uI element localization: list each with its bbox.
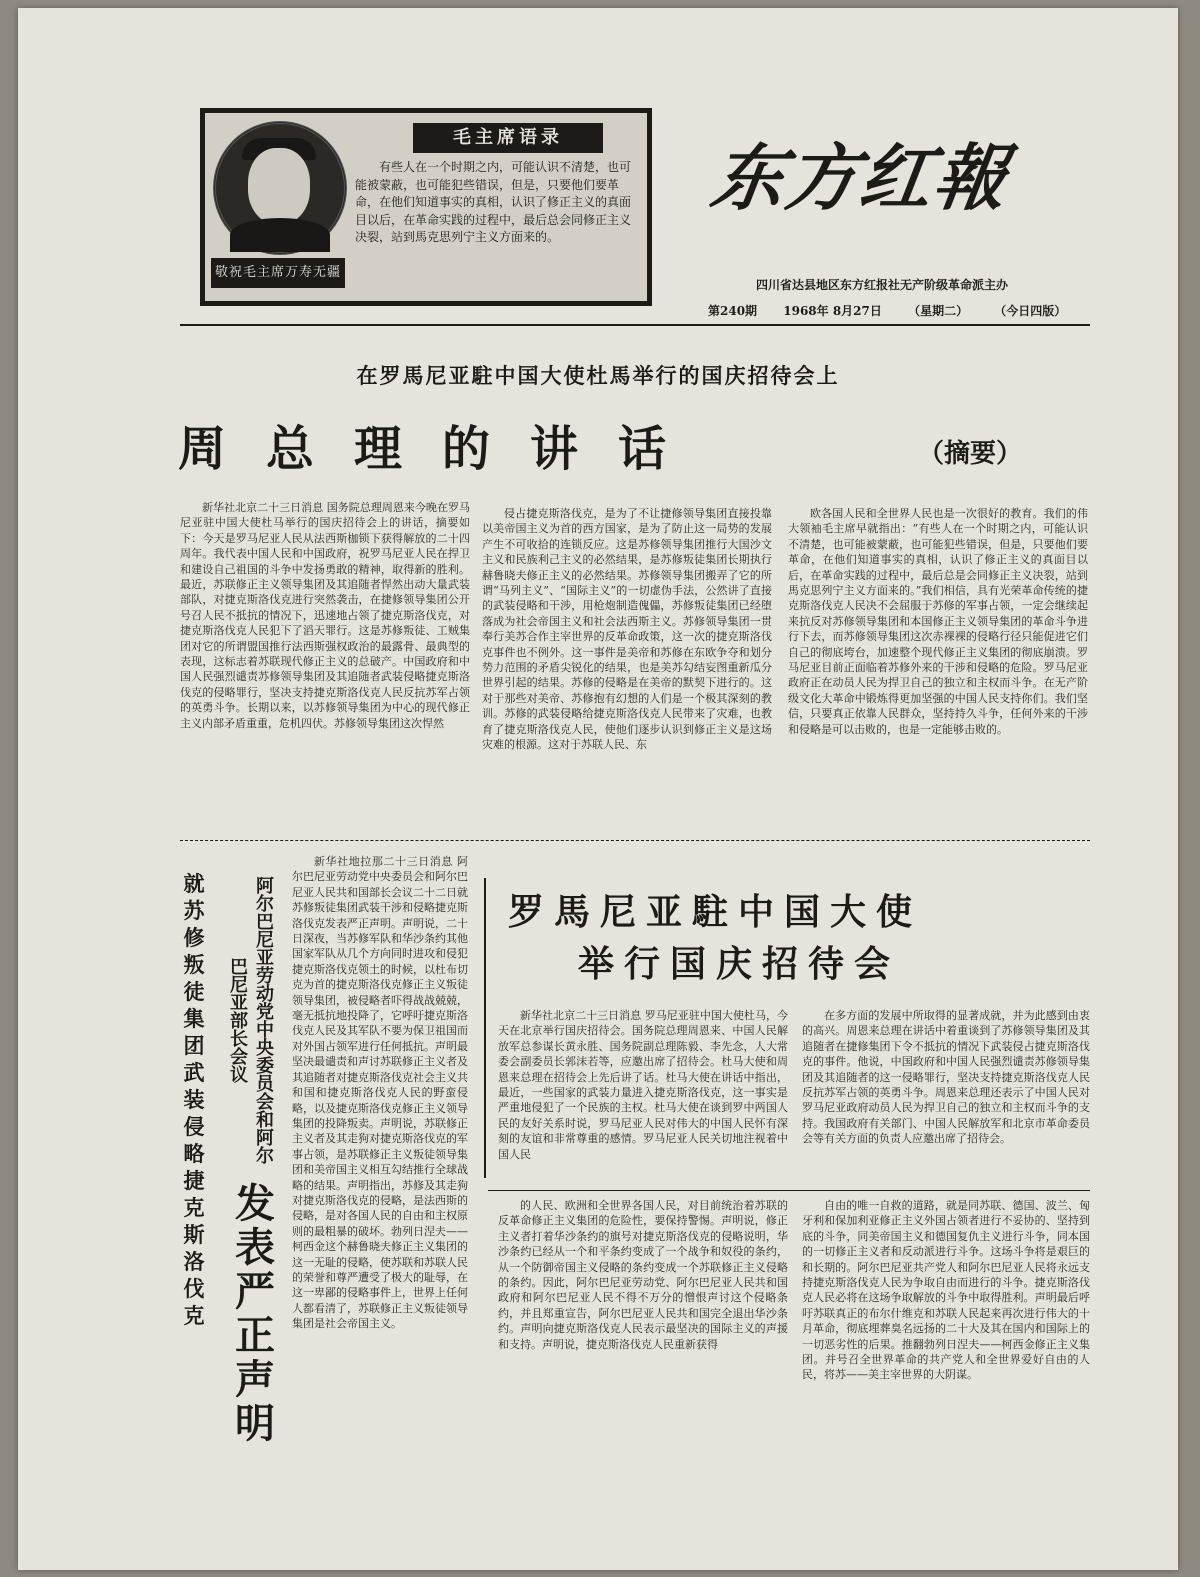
quotation-box [200,108,652,306]
article1-headline-suffix: （摘要） [918,439,1023,469]
issue-date: 1968年 8月27日 [783,304,882,318]
issue-pages: （今日四版） [994,304,1067,318]
article2-vertical-kicker-2: 阿尔巴尼亚劳动党中央委员会和阿尔巴尼亚部长会议 [227,876,274,1164]
article2-body: 新华社地拉那二十三日消息 阿尔巴尼亚劳动党中央委员会和阿尔巴尼亚人民共和国部长会议二十二日就苏修叛徒集团武装干涉和侵略捷克斯洛伐克发表严正声明。声明说，二十日深夜，当苏修军队和华沙条约其他国家军队从几个方向同时进攻和侵犯捷克斯洛伐克领土的时候，以杜布切克为首的捷克斯洛伐克修正主义叛徒领导集团，被侵略者吓得战战兢兢，毫无抵抗地投降了，它呼吁捷克斯洛伐克人民及其军队不要为保卫祖国而对外国占领军进行任何抵抗。声明最坚决最谴责和声讨苏联修正主义者及其追随者对捷克斯洛伐克社会主义共和国和捷克斯洛伐克人民的野蛮侵略，以及捷克斯洛伐克修正主义领导集团的投降叛卖。声明说，苏联修正主义者及其走狗对捷克斯洛伐克的军事占领，是苏联修正主义叛徒领导集团和美帝国主义相互勾结推行全球战略的结果。声明指出，苏修及其走狗对捷克斯洛伐克的侵略，是法西斯的侵略，是对各国人民的自由和主权原则的最粗暴的破坏。勃列日涅夫——柯西金这个赫鲁晓夫修正主义集团的这一无耻的侵略，使苏联和苏联人民的荣誉和尊严遭受了极大的耻辱，在这一卑鄙的侵略事件上，世界上任何人都看清了，苏联修正主义叛徒领导集团是社会帝国主义。 [292,855,468,1331]
portrait-caption: 敬祝毛主席万寿无疆 [211,258,345,288]
article2-column-2 [498,1198,788,1504]
article1-kicker: 在罗馬尼亚駐中国大使杜馬举行的国庆招待会上 [356,363,840,388]
article3-col2-text: 在多方面的发展中所取得的显著成就，并为此感到由衷的高兴。周恩来总理在讲话中着重谈到了苏修领导集团及其追随者在捷修集团下令不抵抗的情况下武装侵占捷克斯洛伐克的事件。他说，中国政府和中国人民强烈谴责苏修领导集团及其追随者的这一侵略罪行，坚决支持捷克斯洛伐克人民反抗苏军占领的英勇斗争。周恩来总理还表示了中国人民对罗马尼亚政府动员人民为捍卫自己的独立和主权而斗争的支持。我国政府有关部门、中国人民解放军和北京市革命委员会等有关方面的负责人应邀出席了招待会。 [802,1009,1090,1146]
article1-column-3 [788,506,1088,830]
article2-headline: 发表严正声明 [235,1180,275,1447]
issue-info [708,302,1088,319]
issue-weekday: （星期二） [908,304,969,318]
article2-body-2: 的人民、欧洲和全世界各国人民，对目前统治着苏联的反革命修正主义集团的危险性，要保持警惕。声明说，修正主义者打着华沙条约的旗号对捷克斯洛伐克的侵略说明，华沙条约已经从一个和平条约变成了一个战争和奴役的条约，从一个防御帝国主义侵略的条约变成一个苏联修正主义侵略的条约。因此，阿尔巴尼亚劳动党、阿尔巴尼亚人民共和国政府和阿尔巴尼亚人民不得不万分的憎恨声讨这个侵略条约，并且郑重宣告，阿尔巴尼亚人民共和国完全退出华沙条约。声明向捷克斯洛伐克人民表示最坚决的国际主义的声援和支持。声明说，捷克斯洛伐克人民重新获得 [498,1199,788,1351]
quotation-title: 毛主席语录 [413,123,603,153]
article1-col3-text: 欧各国人民和全世界人民也是一次很好的教育。我们的伟大领袖毛主席早就指出：“有些人在一个时期之内，可能认识不清楚，也可能被蒙蔽，也可能犯些错误，但是，只要他们要革命，在他们知道事实的真相，认识了修正主义的真面目以后，在革命实践的过程中，最后总是会同修正主义决裂，站到馬克思列宁主义方面来的。”我们相信，具有光荣革命传统的捷克斯洛伐克人民决不会屈服于苏修的军事占领，一定会继续起来抗反对苏修领导集团和本国修正主义领导集团的革命斗争进行下去，而苏修领导集团这次赤裸裸的侵略行径只能促进它们自己的彻底垮台，加速整个现代修正主义集团的彻底崩溃。罗马尼亚目前正面临着苏修外来的干涉和侵略的危险。罗马尼亚政府正在动员人民为捍卫自己的独立和主权而斗争。在无产阶级文化大革命中锻炼得更加坚强的中国人民支持你们。我们坚信，只要真正依靠人民群众，坚持持久斗争，任何外来的干涉和侵略是可以击败的，也是一定能够击败的。 [788,507,1088,736]
quotation-text: 有些人在一个时期之内，可能认识不清楚，也可能被蒙蔽，也可能犯些错误，但是，只要他们要革命，在他们知道事实的真相，认识了修正主义的真面目以后，在革命实践的过程中，最后总会同修正主义决裂，站到馬克思列宁主义方面来的。 [355,160,632,244]
article1-column-1 [180,500,470,830]
article2-body-3: 自由的唯一自救的道路，就是同苏联、德国、波兰、匈牙利和保加利亚修正主义外国占领者进行不妥协的、坚持到底的斗争，同美帝国主义和德国复仇主义进行斗争，同本国的一切修正主义者和反动派进行斗争。这场斗争将是艰巨的和长期的。阿尔巴尼亚共产党人和阿尔巴尼亚人民将永远支持捷克斯洛伐克人民为争取自由而进行的斗争。捷克斯洛伐克人民必将在这场争取解放的斗争中取得胜利。声明最后呼吁苏联真正的布尔什维克和苏联人民起来再次进行伟大的十月革命，彻底埋葬臭名远扬的二十大及其在国内和国际上的一切恶劣性的后果。推翻勃列日涅夫——柯西金修正主义集团。并号召全世界革命的共产党人和全世界爱好自由的人民，将苏——美主宰世界的大阴谋。 [802,1199,1090,1382]
publisher-line: 四川省达县地区东方红报社无产阶级革命派主办 [756,278,1009,292]
issue-number: 第240期 [708,304,758,318]
article3-col1-text: 新华社北京二十三日消息 罗马尼亚驻中国大使杜马，今天在北京举行国庆招待会。国务院总理周恩来、中国人民解放军总参谋长黄永胜、国务院副总理陈毅、李先念，人大常委会副委员长郭沫若等，应邀出席了招待会。杜马大使和周恩来总理在招待会上先后讲了话。杜马大使在讲话中指出，最近，一些国家的武装力量进入捷克斯洛伐克，这一事实是严重地侵犯了一个民族的主权。杜马大使在谈到罗中两国人民的友好关系时说，罗马尼亚人民对伟大的中国人民怀有深刻的友谊和非常尊重的感情。罗马尼亚人民关切地注视着中国人民 [498,1009,788,1161]
article1-col1-text: 新华社北京二十三日消息 国务院总理周恩来今晚在罗马尼亚驻中国大使杜马举行的国庆招待会上的讲话，摘要如下：今天是罗马尼亚人民从法西斯枷锁下获得解放的二十四周年。我代表中国人民和中国政府，祝罗马尼亚人民在捍卫和建设自己祖国的斗争中发扬勇敢的精神，取得新的胜利。最近，苏联修正主义领导集团及其追随者悍然出动大量武装部队，对捷克斯洛伐克进行突然袭击，在捷修领导集团公开号召人民不抵抗的情况下，迅速地占领了捷克斯洛伐克，对捷克斯洛伐克人民犯下了滔天罪行。这是苏修叛徒、工贼集团对它的所谓盟国推行法西斯强权政治的最露骨、最典型的表现，这标志着苏联现代修正主义的总破产。中国政府和中国人民强烈谴责苏修领导集团及其追随者武装侵略捷克斯洛伐克的侵略罪行，坚决支持捷克斯洛伐克人民反抗苏军占领的英勇斗争。长期以来，以苏修领导集团为中心的现代修正主义内部矛盾重重，危机四伏。苏修领导集团这次悍然 [180,501,470,730]
article1-headline: 周总理的讲话 [178,421,707,477]
article3-frame [484,878,486,1178]
article3-column-2 [802,1008,1090,1184]
newspaper-page [18,8,1178,1570]
article2-column-1 [292,854,468,1506]
article2-column-3 [802,1198,1090,1504]
masthead-rule [180,324,1090,326]
newspaper-masthead: 东方红報 [706,135,1015,220]
article2-vertical-kicker: 就苏修叛徒集团武装侵略捷克斯洛伐克 [183,871,205,1328]
portrait-image [213,121,347,255]
article1-column-2 [482,506,772,830]
article1-col2-text: 侵占捷克斯洛伐克，是为了不让捷修领导集团直接投靠以美帝国主义为首的西方国家，是为了防止这一局势的发展产生不可收拾的连锁反应。这是苏修领导集团推行大国沙文主义和民族利己主义的必然结果，是苏修叛徒集团长期执行赫鲁晓夫修正主义的必然结果。苏修领导集团搬弄了它的所谓“马列主义”、“国际主义”的一切虚伪手法，公然讲了直接的武装侵略和干涉，用枪炮制造傀儡，苏修叛徒集团已经堕落成为社会帝国主义和社会法西斯主义。苏修领导集团一贯奉行美苏合作主宰世界的反革命政策，这一次的捷克斯洛伐克事件也不例外。这一事件是美帝和苏修在东欧争夺和划分势力范围的矛盾尖锐化的结果，也是美苏勾结妄图重新瓜分世界引起的结果。苏修的侵略是在美帝的默契下进行的。这对于那些对美帝、苏修抱有幻想的人们是一个极其深刻的教训。苏修的武装侵略给捷克斯洛伐克人民带来了灾难，也教育了捷克斯洛伐克人民，使他们逐步认识到修正主义是这场灾难的根源。这对于苏联人民、东 [482,507,772,752]
article3-headline-line-2: 举行国庆招待会 [578,943,901,985]
article3-headline-line-1: 罗馬尼亚駐中国大使 [508,891,923,933]
article3-bottom-rule [488,1190,1090,1191]
article3-column-1 [498,1008,788,1184]
section-rule [180,840,1090,843]
